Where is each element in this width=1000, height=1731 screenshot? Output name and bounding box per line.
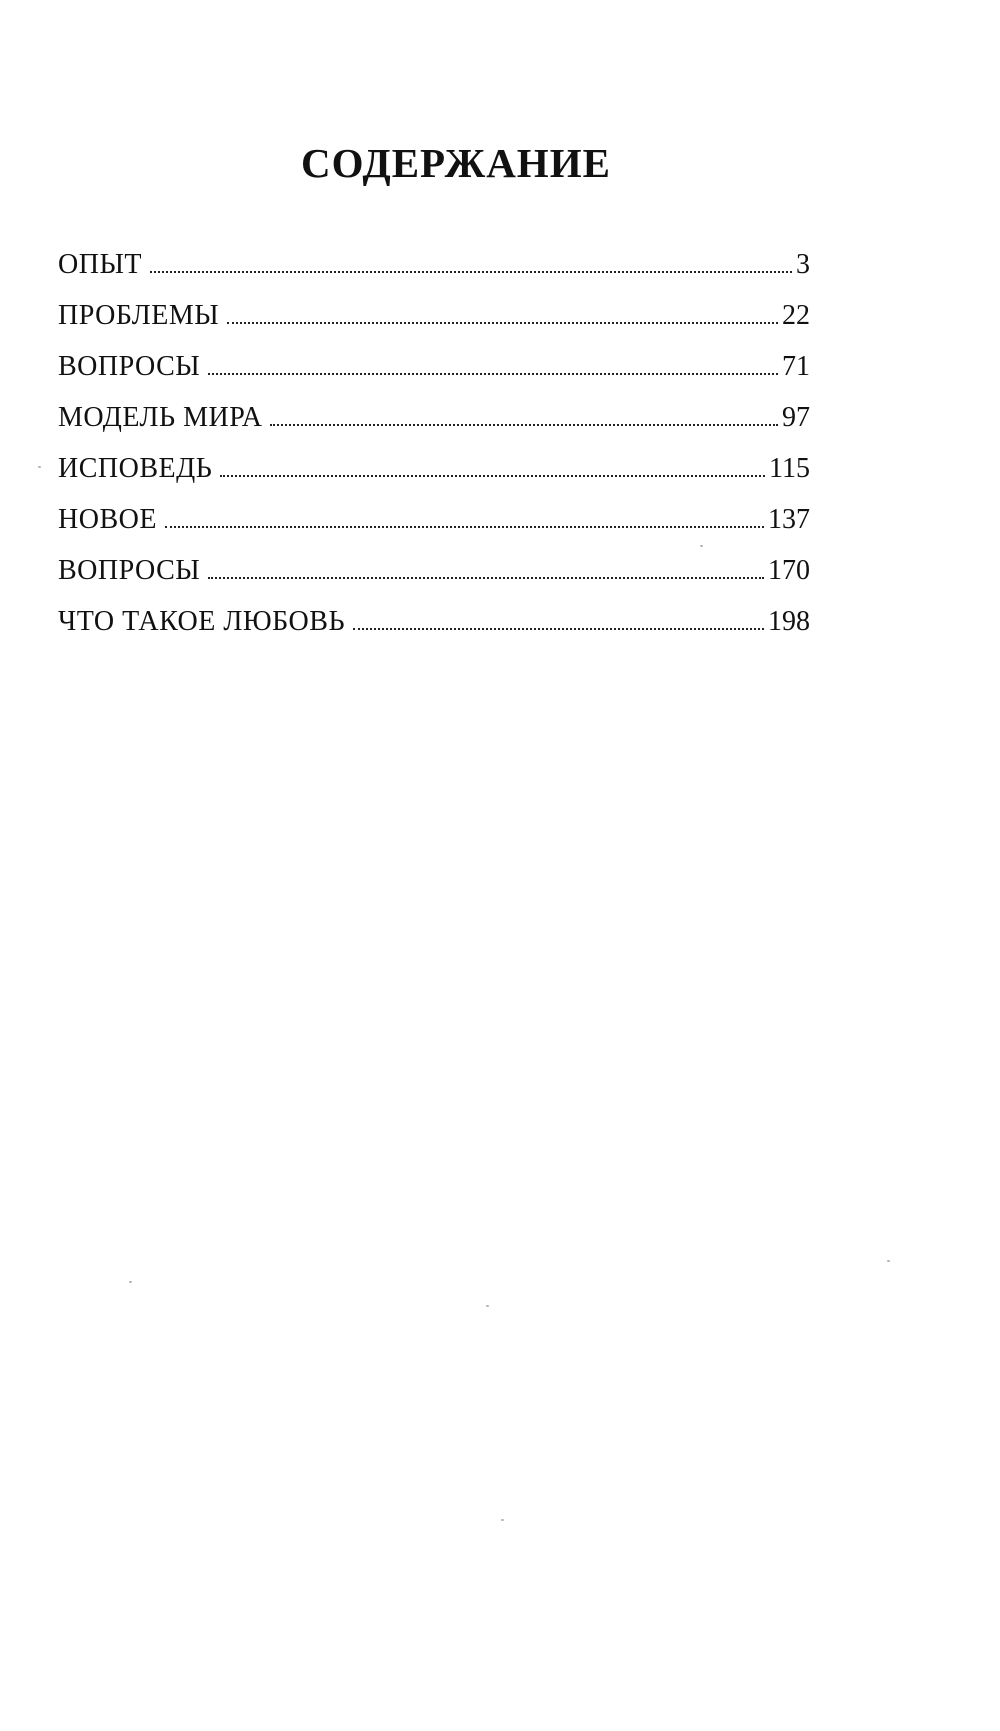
toc-entry-title: ВОПРОСЫ — [58, 351, 201, 382]
toc-entry — [58, 452, 810, 503]
toc-entry-page: 71 — [782, 351, 810, 382]
dot-leader — [208, 373, 778, 375]
toc-entry — [58, 554, 810, 605]
scan-speck — [501, 1519, 504, 1521]
toc-entry — [58, 299, 810, 350]
toc-entry-title: МОДЕЛЬ МИРА — [58, 402, 263, 433]
toc-entry-title: ИСПОВЕДЬ — [58, 453, 213, 484]
toc-entry — [58, 503, 810, 554]
toc-entry-page: 170 — [768, 555, 810, 586]
toc-entry-page: 3 — [796, 249, 810, 280]
toc-entry-page: 115 — [769, 453, 810, 484]
toc-entry — [58, 605, 810, 656]
scan-speck — [38, 466, 41, 468]
scan-speck — [700, 545, 703, 547]
dot-leader — [150, 271, 792, 273]
toc-entry-page: 198 — [768, 606, 810, 637]
toc-entry-title: ОПЫТ — [58, 249, 142, 280]
page-title: СОДЕРЖАНИЕ — [301, 140, 611, 186]
toc-entry-page: 137 — [768, 504, 810, 535]
toc-entry-page: 97 — [782, 402, 810, 433]
toc-entry — [58, 350, 810, 401]
scan-speck — [129, 1281, 132, 1283]
dot-leader — [270, 424, 778, 426]
dot-leader — [353, 628, 764, 630]
toc-entry-title: ЧТО ТАКОЕ ЛЮБОВЬ — [58, 606, 346, 637]
toc-entry — [58, 248, 810, 299]
scan-speck — [887, 1260, 890, 1262]
toc-entry-page: 22 — [782, 300, 810, 331]
dot-leader — [208, 577, 764, 579]
table-of-contents — [58, 248, 810, 656]
toc-entry-title: НОВОЕ — [58, 504, 157, 535]
dot-leader — [227, 322, 778, 324]
toc-entry-title: ПРОБЛЕМЫ — [58, 300, 220, 331]
dot-leader — [165, 526, 764, 528]
dot-leader — [220, 475, 765, 477]
scan-speck — [486, 1305, 489, 1307]
toc-entry-title: ВОПРОСЫ — [58, 555, 201, 586]
toc-entry — [58, 401, 810, 452]
